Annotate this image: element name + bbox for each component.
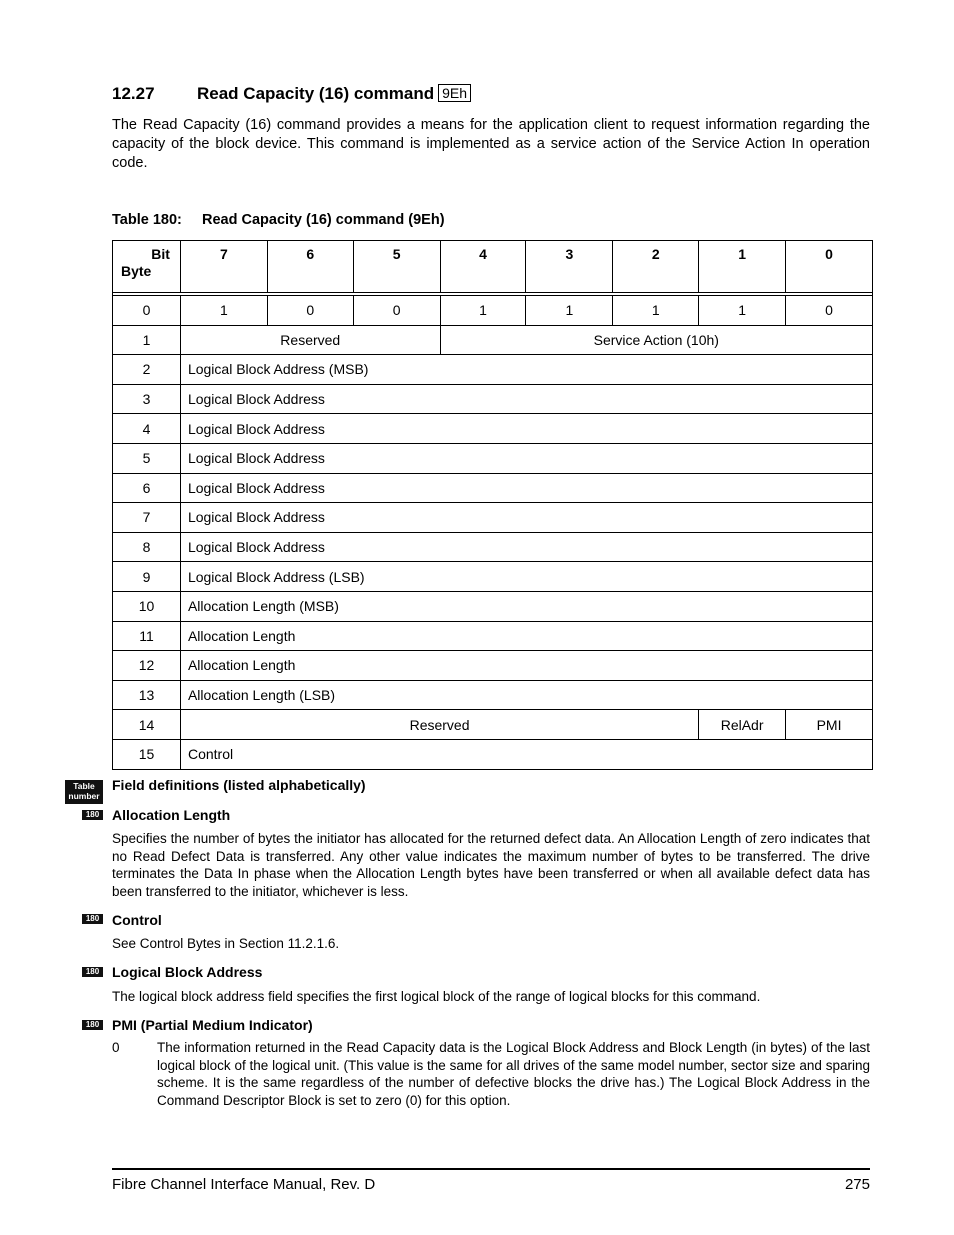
field-cell: Logical Block Address (LSB) — [180, 562, 872, 592]
byte-cell: 11 — [113, 621, 181, 651]
field-cell: Logical Block Address — [180, 473, 872, 503]
bit-header: 4 — [440, 241, 526, 293]
byte-cell: 15 — [113, 739, 181, 769]
field-title: PMI (Partial Medium Indicator) — [112, 1017, 313, 1033]
field-title: Control — [112, 912, 162, 928]
byte-label: Byte — [121, 263, 152, 279]
field-cell: Allocation Length — [180, 621, 872, 651]
table-ref-tag: 180 — [82, 1020, 103, 1030]
opcode-box: 9Eh — [438, 84, 471, 102]
pmi-cell: PMI — [786, 710, 873, 740]
byte-cell: 6 — [113, 473, 181, 503]
byte-cell: 14 — [113, 710, 181, 740]
field-cell: Logical Block Address (MSB) — [180, 355, 872, 385]
table-ref-tag: 180 — [82, 810, 103, 820]
table-row — [113, 325, 873, 355]
byte-cell: 9 — [113, 562, 181, 592]
byte-cell: 4 — [113, 414, 181, 444]
table-row — [113, 651, 873, 681]
service-action-cell: Service Action (10h) — [440, 325, 872, 355]
bit-value: 1 — [699, 296, 786, 326]
bit-value: 0 — [353, 296, 440, 326]
bit-header: 5 — [353, 241, 440, 293]
reserved-cell: Reserved — [180, 325, 440, 355]
field-description: The logical block address field specifies the first logical block of the range of logical blocks for this command. — [112, 989, 761, 1004]
command-table — [112, 240, 873, 770]
field-cell: Allocation Length (LSB) — [180, 680, 872, 710]
field-description: Specifies the number of bytes the initiator has allocated for the returned defect data. An Allocation Length of zero indicates that no Read Defect Data is transferred. Any other value indicates the maximum number of bytes to be transferred. The drive terminates the Data In phase when the Allocation Length bytes have been transferred or when all available defect data has been transferred to the initiator, whichever is less. — [112, 831, 870, 899]
table-row — [113, 621, 873, 651]
table-caption — [112, 212, 445, 228]
table-row — [113, 473, 873, 503]
field-description: See Control Bytes in Section 11.2.1.6. — [112, 936, 340, 951]
tag-line: Table — [73, 781, 95, 791]
section-number: 12.27 — [112, 84, 155, 103]
table-ref-tag: 180 — [82, 967, 103, 977]
field-definitions-heading: Field definitions (listed alphabetically) — [112, 777, 366, 793]
bit-header: 7 — [180, 241, 267, 293]
bit-header: 6 — [267, 241, 353, 293]
reladr-cell: RelAdr — [699, 710, 786, 740]
byte-cell: 13 — [113, 680, 181, 710]
table-row — [113, 562, 873, 592]
field-cell: Logical Block Address — [180, 503, 872, 533]
bit-byte-header — [113, 241, 181, 293]
bit-value: 1 — [180, 296, 267, 326]
bit-header: 3 — [526, 241, 613, 293]
pmi-value: 0 — [112, 1040, 120, 1055]
table-row — [113, 503, 873, 533]
field-title: Logical Block Address — [112, 964, 263, 980]
table-row — [113, 710, 873, 740]
reserved-cell: Reserved — [180, 710, 698, 740]
table-row — [113, 355, 873, 385]
byte-cell: 8 — [113, 532, 181, 562]
section-title: Read Capacity (16) command — [197, 84, 435, 103]
page-number: 275 — [844, 1176, 870, 1193]
footer-title: Fibre Channel Interface Manual, Rev. D — [112, 1176, 376, 1193]
field-cell: Allocation Length — [180, 651, 872, 681]
table-row — [113, 384, 873, 414]
byte-cell: 12 — [113, 651, 181, 681]
table-ref-tag: 180 — [82, 914, 103, 924]
field-title: Allocation Length — [112, 807, 231, 823]
table-label: Table 180: — [112, 212, 182, 228]
intro-paragraph: The Read Capacity (16) command provides a means for the application client to request information regarding the capacity of the block device. This command is implemented as a service action of the Service Action In operation code. — [112, 117, 870, 171]
byte-cell: 2 — [113, 355, 181, 385]
byte-cell: 7 — [113, 503, 181, 533]
table-row — [113, 680, 873, 710]
field-cell: Logical Block Address — [180, 443, 872, 473]
table-number-tag — [65, 780, 103, 804]
section-heading — [112, 84, 471, 104]
field-cell: Logical Block Address — [180, 414, 872, 444]
bit-value: 1 — [613, 296, 699, 326]
bit-header: 0 — [786, 241, 873, 293]
field-cell: Logical Block Address — [180, 384, 872, 414]
table-row — [113, 532, 873, 562]
bit-label: Bit — [151, 246, 170, 262]
table-caption-text: Read Capacity (16) command (9Eh) — [202, 212, 445, 228]
bit-value: 1 — [526, 296, 613, 326]
footer-rule — [112, 1168, 870, 1170]
bit-header: 2 — [613, 241, 699, 293]
table-row — [113, 296, 873, 326]
bit-value: 1 — [440, 296, 526, 326]
control-cell: Control — [180, 739, 872, 769]
table-header-row — [113, 241, 873, 293]
byte-cell: 5 — [113, 443, 181, 473]
bit-value: 0 — [786, 296, 873, 326]
table-row — [113, 591, 873, 621]
byte-cell: 0 — [113, 296, 181, 326]
byte-cell: 10 — [113, 591, 181, 621]
byte-cell: 1 — [113, 325, 181, 355]
table-row — [113, 414, 873, 444]
field-cell: Allocation Length (MSB) — [180, 591, 872, 621]
bit-value: 0 — [267, 296, 353, 326]
bit-header: 1 — [699, 241, 786, 293]
tag-line: number — [68, 791, 100, 801]
field-cell: Logical Block Address — [180, 532, 872, 562]
field-description: The information returned in the Read Capacity data is the Logical Block Address and Block Length (in bytes) of the last logical block of the logical unit. (This value is the same for all drives of the same model number, sector size and sparing scheme. It is the same regardless of the number of defective blocks the drive has.) The Logical Block Address in the Command Descriptor Block is set to zero (0) for this option. — [157, 1040, 870, 1108]
table-row — [113, 443, 873, 473]
table-row — [113, 739, 873, 769]
byte-cell: 3 — [113, 384, 181, 414]
